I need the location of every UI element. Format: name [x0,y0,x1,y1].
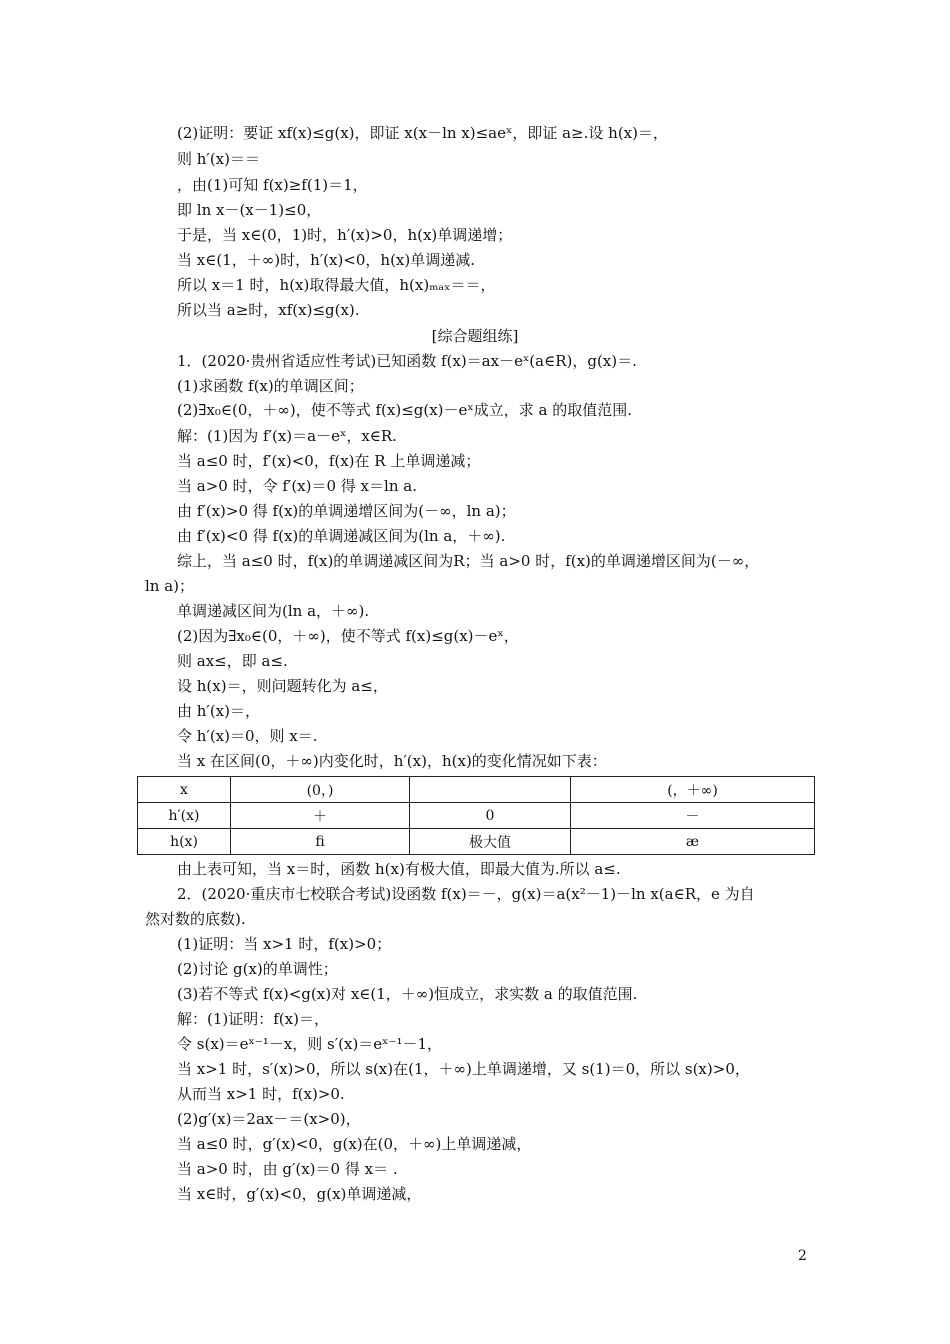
text-line: (3)若不等式 f(x)<g(x)对 x∈(1，＋∞)恒成立，求实数 a 的取值范围. [177,985,638,1003]
text-line: 由 f′(x)<0 得 f(x)的单调递减区间为(ln a，＋∞). [177,527,506,545]
text-line: 解：(1)因为 f′(x)＝a－eˣ，x∈R. [177,427,397,445]
table-cell: (0，) [231,777,410,803]
text-line: 由 h′(x)＝， [177,702,260,720]
text-line: (1)求函数 f(x)的单调区间； [177,377,364,395]
text-line: 所以当 a≥时，xf(x)≤g(x). [177,301,360,319]
text-line: 由上表可知，当 x＝时，函数 h(x)有极大值，即最大值为.所以 a≤. [177,860,621,878]
text-line: ，由(1)可知 f(x)≥f(1)＝1， [177,176,368,194]
text-line: 综上，当 a≤0 时，f(x)的单调递减区间为R；当 a>0 时，f(x)的单调递增区间为(－∞， [177,552,760,570]
table-cell: h′(x) [138,803,231,829]
table-cell: æ [571,829,815,855]
text-line: 当 a>0 时，令 f′(x)＝0 得 x＝ln a. [177,477,417,495]
table-cell: ＋ [231,803,410,829]
text-line: (2)证明：要证 xf(x)≤g(x)，即证 x(x－ln x)≤aeˣ，即证 a≥.设 h(x)＝， [177,124,668,142]
text-line: (2)∃x₀∈(0，＋∞)，使不等式 f(x)≤g(x)－eˣ成立，求 a 的取值范围. [177,401,633,419]
text-line: 则 h′(x)＝＝ [177,150,260,168]
text-line: (2)讨论 g(x)的单调性； [177,960,338,978]
table-cell: － [571,803,815,829]
table-cell: h(x) [138,829,231,855]
text-line: 2．(2020·重庆市七校联合考试)设函数 f(x)＝－，g(x)＝a(x²－1)－ln x(a∈R，e 为自 [177,885,755,903]
text-line: (2)因为∃x₀∈(0，＋∞)，使不等式 f(x)≤g(x)－eˣ， [177,627,519,645]
table-cell [410,777,571,803]
page-number: 2 [798,1248,807,1264]
text-line: 于是，当 x∈(0，1)时，h′(x)>0，h(x)单调递增； [177,226,513,244]
table-cell: 0 [410,803,571,829]
text-line: 解：(1)证明：f(x)＝， [177,1010,329,1028]
text-line: 设 h(x)＝，则问题转化为 a≤， [177,677,388,695]
text-line-wrap: ln a)； [145,577,195,595]
text-line: (1)证明：当 x>1 时，f(x)>0； [177,935,392,953]
table-cell: ﬁ [231,829,410,855]
text-line: 从而当 x>1 时，f(x)>0. [177,1085,345,1103]
text-line: 当 x∈(1，＋∞)时，h′(x)<0，h(x)单调递减. [177,251,476,269]
text-line: 当 x∈时，g′(x)<0，g(x)单调递减， [177,1185,422,1203]
text-line: 当 x 在区间(0，＋∞)内变化时，h′(x)，h(x)的变化情况如下表： [177,752,607,770]
table-cell: x [138,777,231,803]
text-line: 令 s(x)＝eˣ⁻¹－x，则 s′(x)＝eˣ⁻¹－1， [177,1035,442,1053]
variation-table [137,776,815,855]
text-line: (2)g′(x)＝2ax－＝(x>0)， [177,1110,361,1128]
table-row [138,803,815,829]
text-line: 则 ax≤，即 a≤. [177,652,288,670]
table-cell: 极大值 [410,829,571,855]
table-row [138,829,815,855]
text-line: 当 x>1 时，s′(x)>0，所以 s(x)在(1，＋∞)上单调递增，又 s(1)＝0，所以 s(x)>0， [177,1060,750,1078]
text-line: 令 h′(x)＝0，则 x＝. [177,727,318,745]
text-line: 当 a≤0 时，g′(x)<0，g(x)在(0，＋∞)上单调递减， [177,1135,532,1153]
table-cell: (，＋∞) [571,777,815,803]
text-line: 即 ln x－(x－1)≤0， [177,201,322,219]
text-line: 所以 x＝1 时，h(x)取得最大值，h(x)ₘₐₓ＝＝， [177,276,496,294]
text-line-wrap: 然对数的底数). [145,910,246,928]
text-line: 当 a>0 时，由 g′(x)＝0 得 x＝ . [177,1160,398,1178]
table-row [138,777,815,803]
text-line: 当 a≤0 时，f′(x)<0，f(x)在 R 上单调递减； [177,452,481,470]
section-heading: [综合题组练] [431,327,519,345]
text-line: 1．(2020·贵州省适应性考试)已知函数 f(x)＝ax－eˣ(a∈R)，g(x)＝. [177,352,637,370]
text-line: 单调递减区间为(ln a，＋∞). [177,602,370,620]
text-line: 由 f′(x)>0 得 f(x)的单调递增区间为(－∞，ln a)； [177,502,516,520]
